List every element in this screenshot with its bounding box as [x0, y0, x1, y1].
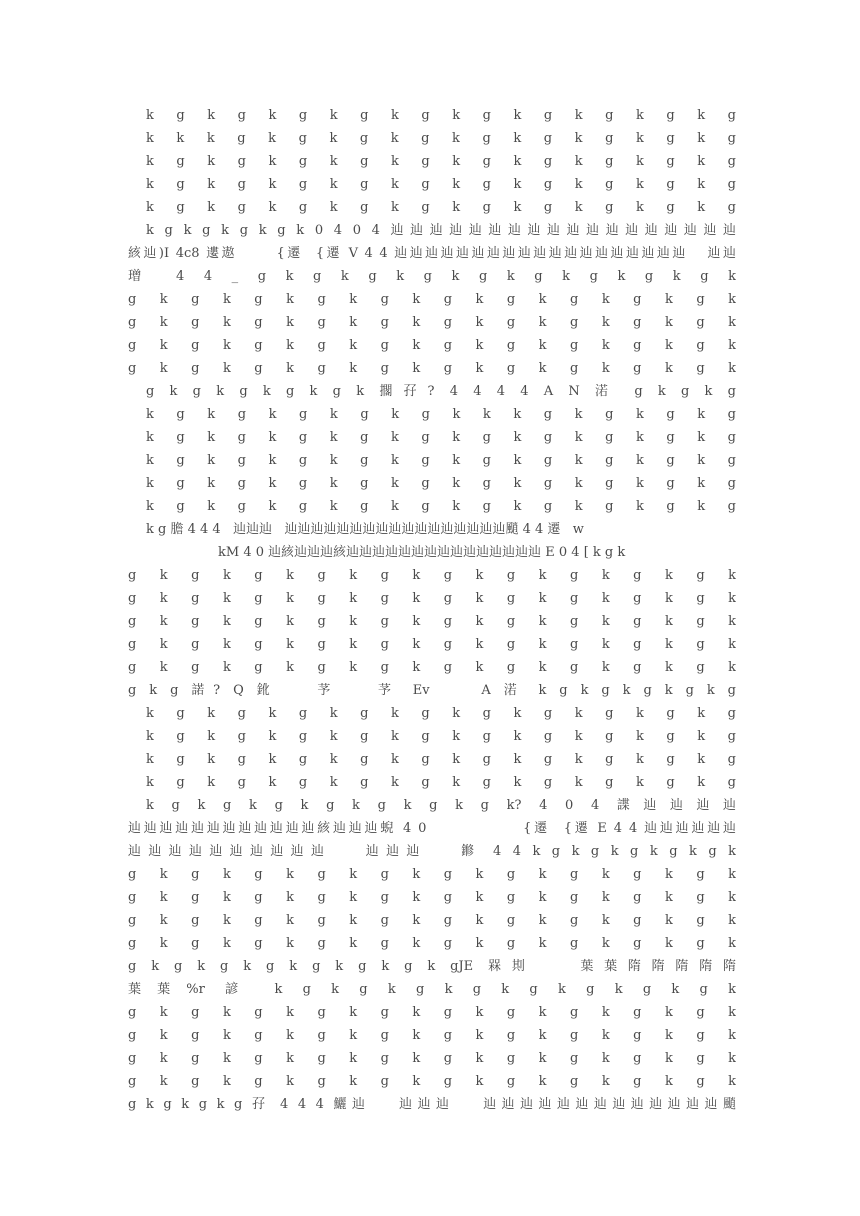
text-line: k g k g k g k g k g k g k g k g k g k g: [146, 200, 736, 215]
text-line: g k g k g k g k g k g k g k g k g k g k: [128, 1051, 736, 1066]
text-line: 辿辿辿辿辿辿辿辿辿辿 辿辿辿 鎀 4 4 k g k g k g k g k g k: [128, 844, 736, 859]
text-line: 璔 4 4 _ g k g k g k g k g k g k g k g k g k: [128, 269, 736, 284]
text-line: k g k g k g k g k g k g k g k g k g k g: [146, 752, 736, 767]
text-line: 辿辿辿辿辿辿辿辿辿辿辿辿絯辿辿辿蜺 4 0 {遷 {遷 E 4 4 辿辿辿辿辿辿: [128, 821, 736, 836]
text-line: k g k g k g k g k g k g k g k g k g k g: [146, 706, 736, 721]
text-line: g k g k g k g k g k g k g k g k g k g k: [128, 1074, 736, 1089]
text-line: g k g k g k g 孖 4 4 4 鱺辿 辿辿辿 辿辿辿辿辿辿辿辿辿辿辿辿辿颵: [128, 1097, 736, 1112]
text-line: g k g k g k g k g k g k g k gJE 槑剘 葉葉隋隋隋隋隋: [128, 959, 736, 974]
text-line: k g k g k g k g k g k g k g k g k g k g: [146, 775, 736, 790]
text-line: k g k g k g k g k g k g k g k g k g k g: [146, 453, 736, 468]
text-line: k g k g k g k g k g k g k g k g k g k g: [146, 729, 736, 744]
text-line: g k g k g k g k g k g k g k g k g k g k: [128, 913, 736, 928]
text-line: g k g k g k g k g k g k g k g k g k g k: [128, 637, 736, 652]
text-line: k g 膽 4 4 4 辿辿辿 辿辿辿辿辿辿辿辿辿辿辿辿辿辿辿辿辿颵 4 4 遷 w: [146, 522, 584, 537]
text-line: k g k g k g k g k g k g k g k g k g k g: [146, 108, 736, 123]
text-line: g k g k g k g k g k 擱孖? 4 4 4 4 A N 渃 g k g k g: [146, 384, 736, 399]
text-line: k g k g k g k g k g k g k g k g k g k g: [146, 476, 736, 491]
text-line: g k g k g k g k g k g k g k g k g k g k: [128, 936, 736, 951]
text-line: g k g k g k g k g k g k g k g k g k g k: [128, 614, 736, 629]
text-line: k g k g k g k g k 0 4 0 4 辿辿辿辿辿辿辿辿辿辿辿辿辿辿辿辿辿辿: [146, 223, 736, 238]
text-line: k g k g k g k g k g k k k g k g k g k g: [146, 407, 736, 422]
text-line: k k k g k g k g k g k g k g k g k g k g: [146, 131, 736, 146]
text-line: g k g k g k g k g k g k g k g k g k g k: [128, 660, 736, 675]
text-line: g k g k g k g k g k g k g k g k g k g k: [128, 338, 736, 353]
text-line: g k g k g k g k g k g k g k g k g k g k: [128, 890, 736, 905]
text-line: g k g k g k g k g k g k g k g k g k g k: [128, 568, 736, 583]
text-line: g k g 諾? Q 鈋 芧 芧 Ev A 渃 k g k g k g k g k g: [128, 683, 736, 698]
text-line: kM 4 0 辿絯辿辿辿絯辿辿辿辿辿辿辿辿辿辿辿辿辿辿辿 E 0 4 [ k g k: [218, 545, 626, 560]
text-line: g k g k g k g k g k g k g k g k g k g k: [128, 315, 736, 330]
text-line: g k g k g k g k g k g k g k g k g k g k: [128, 361, 736, 376]
text-line: 絯辿)I 4c8 遱遨 {遷 {遷 V 4 4 辿辿辿辿辿辿辿辿辿辿辿辿辿辿辿辿辿辿辿 辿辿: [128, 246, 736, 261]
text-line: g k g k g k g k g k g k g k g k g k g k: [128, 867, 736, 882]
text-line: g k g k g k g k g k g k g k g k g k g k: [128, 1028, 736, 1043]
text-line: k g k g k g k g k g k g k g k g k g k g: [146, 154, 736, 169]
text-line: g k g k g k g k g k g k g k g k g k g k: [128, 1005, 736, 1020]
text-line: k g k g k g k g k g k g k g k g k g k g: [146, 499, 736, 514]
text-line: k g k g k g k g k g k g k g k g k g k g: [146, 177, 736, 192]
text-line: k g k g k g k g k g k g k g k? 4 0 4 諜辿辿辿辿: [146, 798, 736, 813]
text-line: 葉葉%r 諺 k g k g k g k g k g k g k g k g k: [128, 982, 736, 997]
text-line: g k g k g k g k g k g k g k g k g k g k: [128, 591, 736, 606]
text-line: k g k g k g k g k g k g k g k g k g k g: [146, 430, 736, 445]
text-line: g k g k g k g k g k g k g k g k g k g k: [128, 292, 736, 307]
